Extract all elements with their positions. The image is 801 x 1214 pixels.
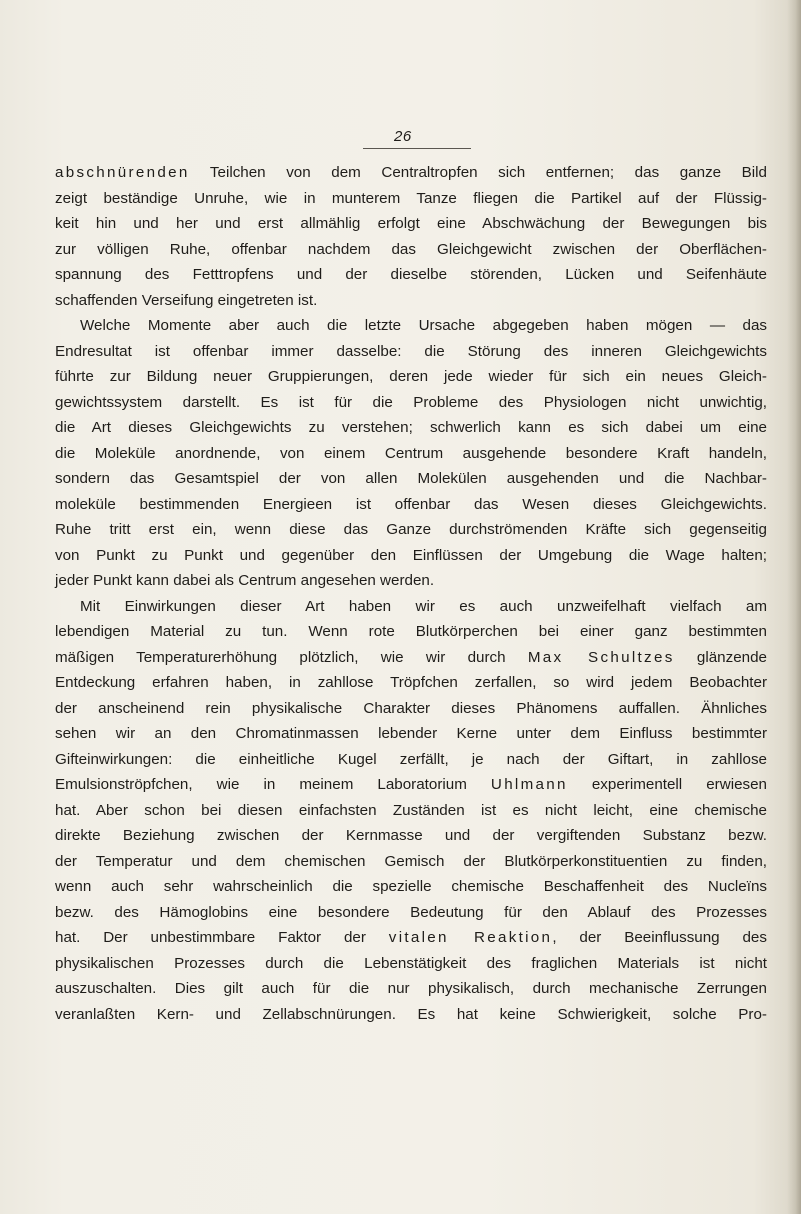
page-number: 26 (394, 128, 412, 145)
text-line: spannung des Fetttropfens und der dieselbe störenden, Lücken und Seifenhäute (55, 266, 767, 283)
text-line: hat. Aber schon bei diesen einfachsten Zuständen ist es nicht leicht, eine chemische (55, 801, 767, 819)
text-line: zeigt beständige Unruhe, wie in munterem Tanze fliegen die Partikel auf der Flüssig- (55, 189, 767, 207)
text-line: Welche Momente aber auch die letzte Ursache abgegeben haben mögen — das (80, 317, 767, 334)
page-edge-shadow (787, 0, 801, 1214)
text-line: sehen wir an den Chromatinmassen lebender Kerne unter dem Einfluss bestimmter (55, 725, 767, 742)
text-line: bezw. des Hämoglobins eine besondere Bedeutung für den Ablauf des Prozesses (55, 903, 767, 921)
text-line: gewichtssystem darstellt. Es ist für die Probleme des Physiologen nicht unwichtig, (55, 393, 767, 411)
text-line: wenn auch sehr wahrscheinlich die spezielle chemische Beschaffenheit des Nucleïns (55, 878, 767, 895)
text-line: der Temperatur und dem chemischen Gemisch der Blutkörperkonstituentien zu finden, (55, 852, 767, 870)
text-line: der anscheinend rein physikalische Charakter dieses Phänomens auffallen. Ähnliches (55, 699, 767, 717)
text-line: Endresultat ist offenbar immer dasselbe: die Störung des inneren Gleichgewichts (55, 342, 767, 360)
text-line: keit hin und her und erst allmählig erfolgt eine Abschwächung der Bewegungen bis (55, 215, 767, 232)
text-line: direkte Beziehung zwischen der Kernmasse und der vergiftenden Substanz bezw. (55, 827, 767, 844)
text-line: die Art dieses Gleichgewichts zu verstehen; schwerlich kann es sich dabei um eine (55, 419, 767, 436)
text-line: veranlaßten Kern- und Zellabschnürungen. Es hat keine Schwierigkeit, solche Pro- (55, 1005, 767, 1023)
text-line: auszuschalten. Dies gilt auch für die nur physikalisch, durch mechanische Zerrungen (55, 980, 767, 997)
text-line: Mit Einwirkungen dieser Art haben wir es auch unzweifelhaft vielfach am (80, 597, 767, 615)
text-line: mäßigen Temperaturerhöhung plötzlich, wie wir durch Max Schultzes glänzende (55, 648, 767, 666)
text-line: hat. Der unbestimmbare Faktor der vitalen Reaktion, der Beeinflussung des (55, 929, 767, 946)
text-line: führte zur Bildung neuer Gruppierungen, deren jede wieder für sich ein neues Gleich- (55, 368, 767, 385)
text-line: Gifteinwirkungen: die einheitliche Kugel zerfällt, je nach der Giftart, in zahllose (55, 750, 767, 768)
text-line: zur völligen Ruhe, offenbar nachdem das Gleichgewicht zwischen der Oberflächen- (55, 240, 767, 258)
text-line: von Punkt zu Punkt und gegenüber den Einflüssen der Umgebung die Wage halten; (55, 546, 767, 564)
page-number-rule (363, 148, 471, 149)
text-line: Ruhe tritt erst ein, wenn diese das Ganze durchströmenden Kräfte sich gegenseitig (55, 521, 767, 538)
text-line: physikalischen Prozesses durch die Lebenstätigkeit des fraglichen Materials ist nicht (55, 954, 767, 972)
text-line: moleküle bestimmenden Energieen ist offenbar das Wesen dieses Gleichgewichts. (55, 495, 767, 513)
text-line: schaffenden Verseifung eingetreten ist. (55, 291, 318, 309)
text-line: jeder Punkt kann dabei als Centrum angesehen werden. (55, 572, 435, 589)
text-line: Entdeckung erfahren haben, in zahllose Tröpfchen zerfallen, so wird jedem Beobachter (55, 674, 767, 691)
text-line: sondern das Gesamtspiel der von allen Molekülen ausgehenden und die Nachbar- (55, 470, 767, 487)
text-line: Emulsionströpfchen, wie in meinem Laboratorium Uhlmann experimentell erwiesen (55, 776, 767, 793)
text-line: abschnürenden Teilchen von dem Centraltropfen sich entfernen; das ganze Bild (55, 164, 767, 181)
text-line: die Moleküle anordnende, von einem Centrum ausgehende besondere Kraft handeln, (55, 444, 767, 462)
text-line: lebendigen Material zu tun. Wenn rote Blutkörperchen bei einer ganz bestimmten (55, 623, 767, 640)
body-text (55, 160, 767, 1027)
